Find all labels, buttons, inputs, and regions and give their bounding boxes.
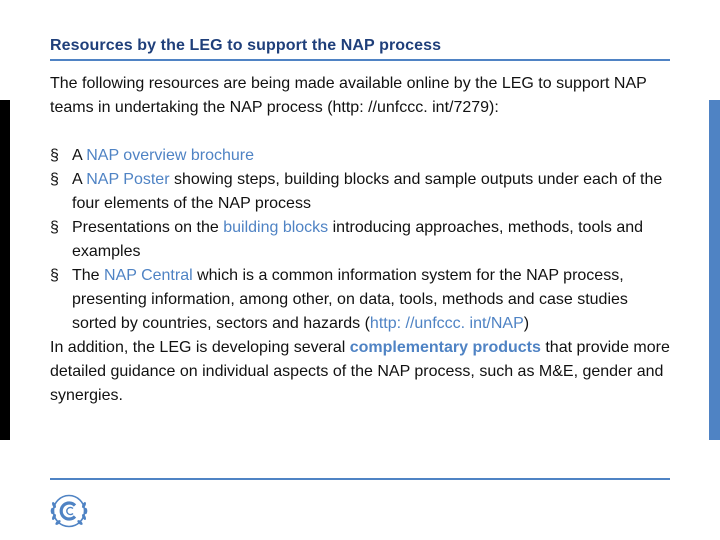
resource-list bbox=[50, 144, 670, 336]
body-content bbox=[50, 72, 670, 408]
list-item-text: A bbox=[72, 147, 87, 164]
list-item-text: Presentations on the bbox=[72, 219, 224, 236]
intro-paragraph: The following resources are being made available online by the LEG to support NAP teams in undertaking the NAP process (http: //unfccc. int/7279): bbox=[50, 75, 647, 116]
list-item bbox=[50, 264, 670, 336]
list-item-text: showing steps, building blocks and sample outputs under each of the four elements of the NAP process bbox=[72, 171, 663, 212]
title-divider bbox=[50, 59, 670, 61]
bullet-icon: § bbox=[50, 171, 59, 188]
outro-text: that provide more detailed guidance on individual aspects of the NAP process, such as M&E, gender and synergies. bbox=[50, 339, 670, 404]
nap-central-link[interactable]: NAP Central bbox=[104, 267, 193, 284]
page-title: Resources by the LEG to support the NAP process bbox=[50, 37, 442, 54]
list-item-text: The bbox=[72, 267, 105, 284]
nap-overview-brochure-link[interactable]: NAP overview brochure bbox=[86, 147, 255, 164]
list-item-text: ) bbox=[523, 315, 530, 332]
nap-url-link[interactable]: http: //unfccc. int/NAP bbox=[369, 315, 524, 332]
bullet-icon: § bbox=[50, 147, 59, 164]
footer-divider bbox=[50, 478, 670, 480]
list-item bbox=[50, 216, 670, 264]
list-item bbox=[50, 168, 670, 216]
list-item bbox=[50, 144, 670, 168]
bullet-icon: § bbox=[50, 219, 59, 236]
list-item-text: which is a common information system for the NAP process, presenting information, among other, on data, tools, methods and case studies sorted by countries, sectors and hazards ( bbox=[72, 267, 628, 332]
list-item-text: A bbox=[72, 171, 87, 188]
outro-text: In addition, the LEG is developing several bbox=[50, 339, 350, 356]
unfccc-logo-icon bbox=[48, 490, 90, 532]
list-item-text: introducing approaches, methods, tools and examples bbox=[72, 219, 644, 260]
complementary-products-link[interactable]: complementary products bbox=[349, 339, 541, 356]
right-accent-bar bbox=[709, 100, 720, 440]
bullet-icon: § bbox=[50, 267, 59, 284]
nap-poster-link[interactable]: NAP Poster bbox=[86, 171, 170, 188]
left-accent-bar bbox=[0, 100, 10, 440]
building-blocks-link[interactable]: building blocks bbox=[223, 219, 329, 236]
outro-paragraph bbox=[50, 336, 670, 408]
